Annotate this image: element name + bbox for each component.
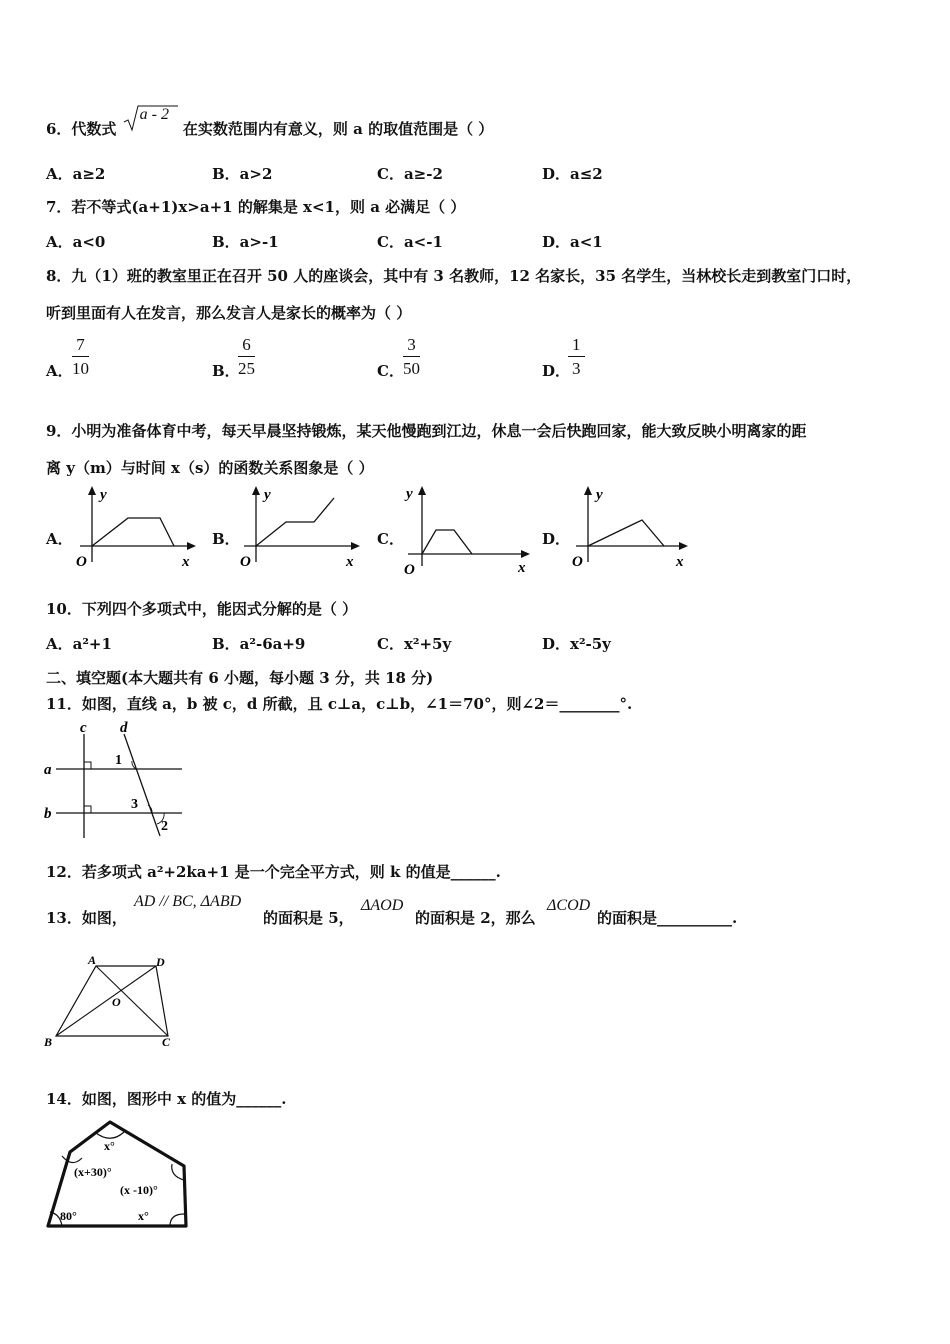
q9-d-origin: O: [572, 554, 583, 570]
q6-option-a: A．a≥2: [46, 165, 106, 183]
q11-label-b: b: [44, 806, 52, 822]
q14-figure: [44, 1118, 192, 1232]
q8-label-b: B．: [212, 362, 240, 380]
q13-label-a: A: [88, 953, 97, 967]
q9-graph-c: [400, 484, 534, 578]
q14-angle-bottom-left: 80°: [60, 1209, 77, 1223]
q9-a-x-label: x: [182, 554, 190, 570]
q14-stem: 14．如图，图形中 x 的值为______.: [46, 1090, 287, 1108]
q9-c-y-label: y: [406, 486, 413, 502]
q8-fraction-a-den: 10: [72, 359, 89, 378]
q8-fraction-c: [403, 334, 420, 381]
q9-c-x-label: x: [518, 560, 526, 576]
q9-b-x-label: x: [346, 554, 354, 570]
q6-stem: [46, 106, 494, 139]
q11-angle-3: 3: [131, 797, 138, 812]
q10-option-d: D．x²-5y: [542, 635, 611, 653]
q9-d-y-label: y: [596, 487, 603, 503]
q8-fraction-d: [568, 334, 585, 381]
q12-stem: 12．若多项式 a²+2ka+1 是一个完全平方式，则 k 的值是______.: [46, 863, 501, 881]
q8-fraction-b: [238, 334, 255, 381]
q7-option-a: A．a<0: [46, 233, 106, 251]
section-2-title: 二、填空题(本大题共有 6 小题，每小题 3 分，共 18 分): [46, 669, 434, 687]
q10-option-b: B．a²-6a+9: [212, 635, 306, 653]
q13-math-aod: ΔAOD: [361, 897, 404, 914]
q6-prefix: 6．代数式: [46, 120, 117, 138]
q13-figure: [40, 952, 184, 1050]
q9-label-c: C．: [377, 530, 404, 548]
q10-option-a: A．a²+1: [46, 635, 112, 653]
q9-graph-d: [568, 484, 692, 576]
q7-option-d: D．a<1: [542, 233, 603, 251]
q9-c-origin: O: [404, 562, 415, 578]
q6-radicand: a - 2: [139, 106, 169, 123]
q11-angle-2: 2: [161, 819, 168, 834]
q8-fraction-d-num: 1: [568, 334, 585, 357]
q9-label-d: D．: [542, 530, 571, 548]
q14-angle-top: x°: [104, 1139, 115, 1153]
q13-label-b: B: [44, 1035, 53, 1049]
q10-option-c: C．x²+5y: [377, 635, 452, 653]
q8-fraction-d-den: 3: [572, 359, 581, 378]
q8-fraction-c-den: 50: [403, 359, 420, 378]
q9-label-a: A．: [46, 530, 73, 548]
q13-label-c: C: [162, 1035, 171, 1049]
q14-angle-bottom-right: x°: [138, 1209, 149, 1223]
q8-label-c: C．: [377, 362, 404, 380]
q8-fraction-b-num: 6: [238, 334, 255, 357]
q11-label-d: d: [120, 720, 128, 736]
q13-suffix: 的面积是__________.: [597, 909, 738, 927]
q9-a-y-label: y: [100, 487, 107, 503]
q8-line1: 8．九（1）班的教室里正在召开 50 人的座谈会，其中有 3 名教师，12 名家长，35 名学生，当林校长走到教室门口时，: [46, 267, 862, 285]
q11-label-c: c: [80, 720, 87, 736]
q9-a-origin: O: [76, 554, 87, 570]
q7-option-c: C．a<-1: [377, 233, 443, 251]
q13-label-d: D: [156, 955, 165, 969]
q9-d-x-label: x: [676, 554, 684, 570]
q14-angle-right: (x -10)°: [120, 1183, 158, 1197]
q6-suffix: 在实数范围内有意义，则 a 的取值范围是（ ）: [182, 120, 494, 138]
q8-fraction-b-den: 25: [238, 359, 255, 378]
q8-fraction-c-num: 3: [403, 334, 420, 357]
q10-stem: 10．下列四个多项式中，能因式分解的是（ ）: [46, 600, 358, 618]
q8-label-a: A．: [46, 362, 73, 380]
q9-b-y-label: y: [264, 487, 271, 503]
q13-mid2: 的面积是 2，那么: [415, 909, 536, 927]
q13-mid1: 的面积是 5，: [263, 909, 354, 927]
q13-math-ad-bc: AD // BC, ΔABD: [134, 893, 242, 910]
q6-radical: [122, 106, 178, 136]
q8-fraction-a: [72, 334, 89, 381]
q6-option-d: D．a≤2: [542, 165, 603, 183]
q9-graph-a: [72, 484, 200, 576]
q8-line2: 听到里面有人在发言，那么发言人是家长的概率为（ ）: [46, 304, 412, 322]
q9-line2: 离 y（m）与时间 x（s）的函数关系图象是（ ）: [46, 459, 374, 477]
q11-angle-1: 1: [115, 753, 122, 768]
q11-label-a: a: [44, 762, 52, 778]
q7-stem: 7．若不等式(a+1)x>a+1 的解集是 x<1，则 a 必满足（ ）: [46, 198, 466, 216]
q13-prefix: 13．如图，: [46, 909, 127, 927]
q13-math-cod: ΔCOD: [547, 897, 591, 914]
q7-option-b: B．a>-1: [212, 233, 279, 251]
q6-option-b: B．a>2: [212, 165, 273, 183]
q9-graph-b: [236, 484, 364, 576]
q8-label-d: D．: [542, 362, 571, 380]
q11-figure: [40, 718, 190, 840]
q9-line1: 9．小明为准备体育中考，每天早晨坚持锻炼，某天他慢跑到江边，休息一会后快跑回家，能大致反映小明离家的距: [46, 422, 807, 440]
q14-angle-left: (x+30)°: [74, 1165, 112, 1179]
q9-label-b: B．: [212, 530, 240, 548]
q9-b-origin: O: [240, 554, 251, 570]
q11-stem: 11．如图，直线 a，b 被 c，d 所截，且 c⊥a，c⊥b，∠1＝70°，则∠2＝________°.: [46, 695, 633, 713]
q13-label-o: O: [112, 995, 121, 1009]
q6-option-c: C．a≥-2: [377, 165, 443, 183]
q8-fraction-a-num: 7: [72, 334, 89, 357]
